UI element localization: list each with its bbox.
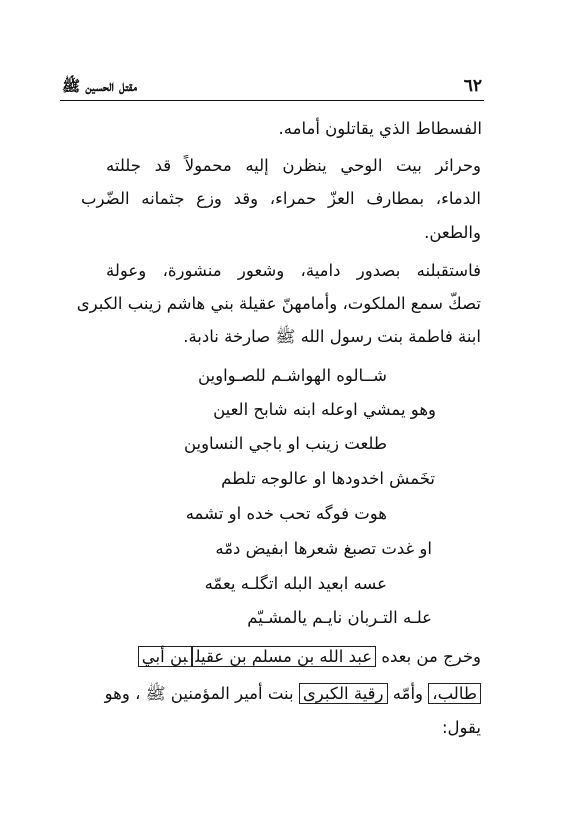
text-line: تصكّ سمع الملكوت، وأمامهنّ عقيلة بني هاشم زينب الكبرى: [76, 294, 481, 313]
poem-line: عسه ابعيد البله اتگلـه يعمّه: [204, 574, 387, 593]
text-line: يقول:: [441, 718, 481, 737]
boxed-name: بن أبي: [138, 646, 192, 667]
text-fragment: وخرج من بعده: [381, 647, 481, 666]
text-line: ابنة فاطمة بنت رسول الله ﷺ صارخة نادبة.: [183, 327, 481, 346]
poem-line: او غدت تصبغ شعرها ابفيض دمّه: [215, 539, 432, 558]
text-line: [21, 683, 481, 707]
poem-line: شــالوه الهواشـم للصـواوين: [197, 366, 387, 385]
poem-line: وهو يمشي اوعله ابنه شابح العين: [213, 400, 436, 419]
text-line: الفسطاط الذي يقاتلون أمامه.: [278, 119, 482, 138]
text-fragment: وأمّه: [392, 684, 424, 703]
boxed-name: طالب،: [428, 683, 481, 704]
poem-line: هوت فوگه تحب خده او تشمه: [185, 504, 387, 523]
text-line: فاستقبلنه بصدور دامية، وشعور منشورة، وعولة: [106, 261, 481, 280]
text-line: الدماء، بمطارف العزّ حمراء، وقد وزع جثمانه الضّرب: [81, 189, 481, 208]
poem-line: طلعت زينب او باجي النساوين: [183, 434, 387, 453]
boxed-name: رقية الكبرى: [299, 683, 388, 704]
boxed-name: عبد الله بن مسلم بن عقيل: [192, 646, 377, 667]
text-fragment: بنت أمير المؤمنين ﷺ ، وهو: [104, 684, 294, 703]
poem-line: تخَمش اخدودها او عالوجه تلطم: [221, 469, 435, 488]
text-line: وحرائر بيت الوحي ينظرن إليه محمولاً قد جللته: [106, 156, 481, 175]
page-number: ٦٢: [463, 76, 482, 96]
text-line: والطعن.: [424, 223, 481, 242]
text-line: [21, 646, 481, 670]
poem-line: علـه التـربان نايـم يالمشـيّم: [247, 608, 432, 627]
header-rule: [60, 100, 484, 101]
book-title: مقتل الحسين ﷺ: [62, 77, 137, 95]
page-header: [62, 76, 482, 98]
